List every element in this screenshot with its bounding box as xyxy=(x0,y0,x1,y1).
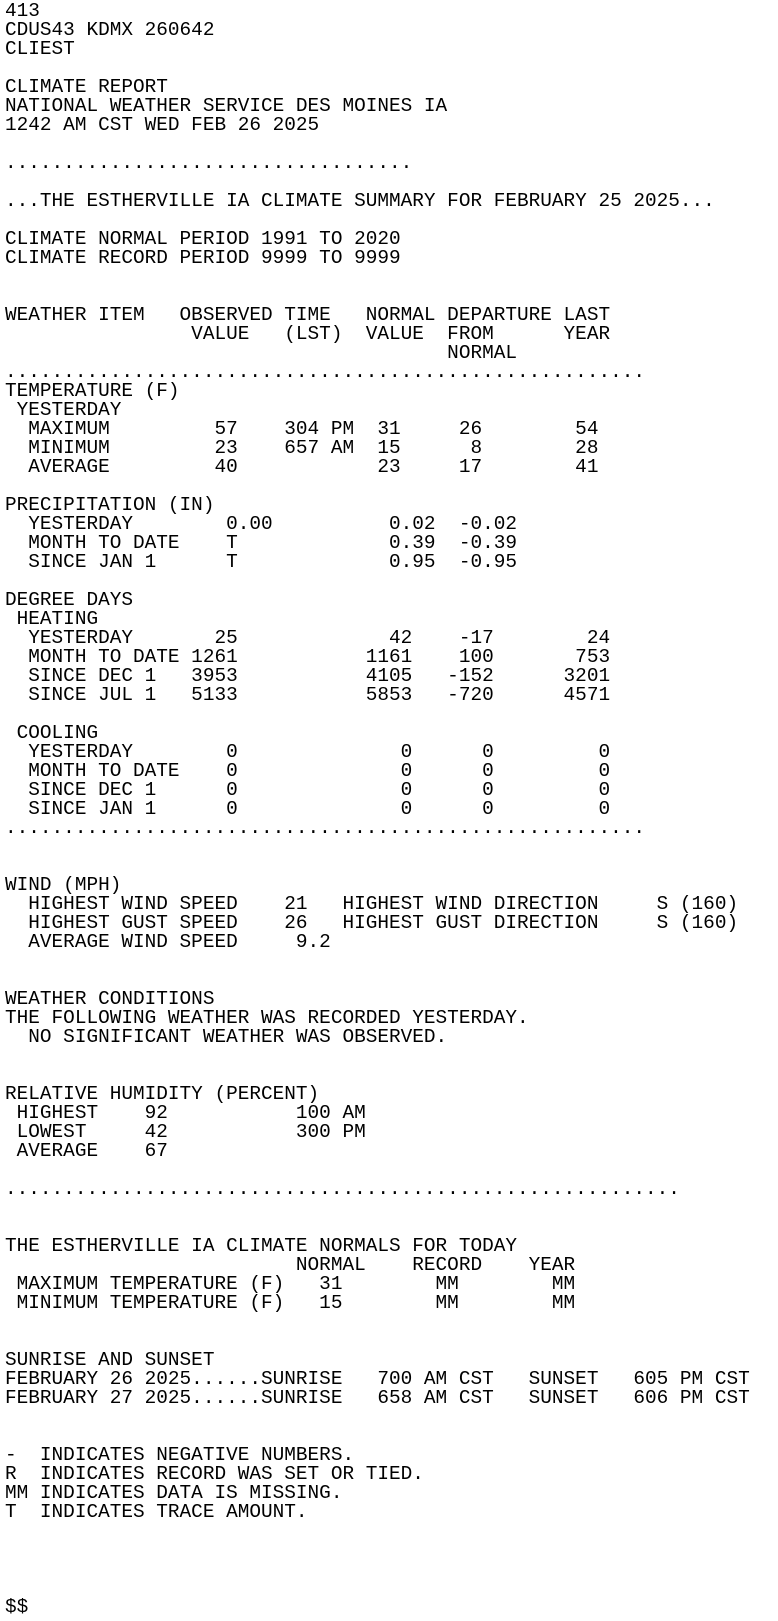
report-line: SINCE JUL 1 5133 5853 -720 4571 xyxy=(5,684,611,706)
report-line xyxy=(5,1047,778,1066)
report-line: WEATHER ITEM OBSERVED TIME NORMAL DEPARTURE LAST xyxy=(5,304,611,326)
report-line: LOWEST 42 300 PM xyxy=(5,1121,366,1143)
report-line: - INDICATES NEGATIVE NUMBERS. xyxy=(5,1444,355,1466)
report-line: ....................................................... xyxy=(5,817,645,839)
report-line: MINIMUM 23 657 AM 15 8 28 xyxy=(5,437,599,459)
report-line xyxy=(5,1408,778,1427)
report-line: AVERAGE 40 23 17 41 xyxy=(5,456,599,478)
report-line: COOLING xyxy=(5,722,99,744)
report-line: AVERAGE WIND SPEED 9.2 xyxy=(5,931,331,953)
report-line: AVERAGE 67 xyxy=(5,1140,168,1162)
report-line: SINCE DEC 1 0 0 0 0 xyxy=(5,779,611,801)
report-line: NATIONAL WEATHER SERVICE DES MOINES IA xyxy=(5,95,448,117)
report-line: 1242 AM CST WED FEB 26 2025 xyxy=(5,114,320,136)
report-line: NORMAL xyxy=(5,342,517,364)
report-line: DEGREE DAYS xyxy=(5,589,133,611)
report-line: MONTH TO DATE 0 0 0 0 xyxy=(5,760,611,782)
report-line: PRECIPITATION (IN) xyxy=(5,494,215,516)
report-line: FEBRUARY 27 2025......SUNRISE 658 AM CST SUNSET 606 PM CST xyxy=(5,1387,750,1409)
report-line xyxy=(5,1541,778,1560)
report-line: ....................................................... xyxy=(5,361,645,383)
report-line xyxy=(5,952,778,971)
report-line xyxy=(5,268,778,287)
report-line xyxy=(5,1560,778,1579)
report-line: CLIMATE REPORT xyxy=(5,76,168,98)
report-line: HIGHEST 92 100 AM xyxy=(5,1102,366,1124)
report-line: SINCE DEC 1 3953 4105 -152 3201 xyxy=(5,665,611,687)
report-line: FEBRUARY 26 2025......SUNRISE 700 AM CST SUNSET 605 PM CST xyxy=(5,1368,750,1390)
report-line: THE ESTHERVILLE IA CLIMATE NORMALS FOR TODAY xyxy=(5,1235,517,1257)
report-line: TEMPERATURE (F) xyxy=(5,380,180,402)
report-line: SUNRISE AND SUNSET xyxy=(5,1349,215,1371)
report-line: SINCE JAN 1 0 0 0 0 xyxy=(5,798,611,820)
report-line xyxy=(5,838,778,857)
report-line xyxy=(5,705,778,724)
report-line: 413 xyxy=(5,0,40,22)
report-line: T INDICATES TRACE AMOUNT. xyxy=(5,1501,308,1523)
report-line: CLIEST xyxy=(5,38,75,60)
report-line: CDUS43 KDMX 260642 xyxy=(5,19,215,41)
report-line: YESTERDAY xyxy=(5,399,122,421)
report-line: MONTH TO DATE 1261 1161 100 753 xyxy=(5,646,611,668)
report-line: MM INDICATES DATA IS MISSING. xyxy=(5,1482,343,1504)
report-line: R INDICATES RECORD WAS SET OR TIED. xyxy=(5,1463,424,1485)
report-line: YESTERDAY 0.00 0.02 -0.02 xyxy=(5,513,517,535)
report-line: YESTERDAY 0 0 0 0 xyxy=(5,741,611,763)
report-line: MAXIMUM TEMPERATURE (F) 31 MM MM xyxy=(5,1273,576,1295)
report-line xyxy=(5,1199,778,1218)
report-line: NO SIGNIFICANT WEATHER WAS OBSERVED. xyxy=(5,1026,448,1048)
report-line: ................................... xyxy=(5,152,413,174)
report-line: $$ xyxy=(5,1596,29,1617)
report-line: THE FOLLOWING WEATHER WAS RECORDED YESTERDAY. xyxy=(5,1007,529,1029)
report-line: .......................................................... xyxy=(5,1178,680,1200)
report-line: NORMAL RECORD YEAR xyxy=(5,1254,576,1276)
report-line: SINCE JAN 1 T 0.95 -0.95 xyxy=(5,551,517,573)
report-line: WEATHER CONDITIONS xyxy=(5,988,215,1010)
report-line: WIND (MPH) xyxy=(5,874,122,896)
report-line: MAXIMUM 57 304 PM 31 26 54 xyxy=(5,418,599,440)
report-line: HEATING xyxy=(5,608,99,630)
report-line: MONTH TO DATE T 0.39 -0.39 xyxy=(5,532,517,554)
report-line: RELATIVE HUMIDITY (PERCENT) xyxy=(5,1083,320,1105)
report-line: HIGHEST GUST SPEED 26 HIGHEST GUST DIRECTION S (160) xyxy=(5,912,739,934)
report-line: CLIMATE RECORD PERIOD 9999 TO 9999 xyxy=(5,247,401,269)
report-line xyxy=(5,1522,778,1541)
report-line: CLIMATE NORMAL PERIOD 1991 TO 2020 xyxy=(5,228,401,250)
report-line: ...THE ESTHERVILLE IA CLIMATE SUMMARY FOR FEBRUARY 25 2025... xyxy=(5,190,715,212)
report-line xyxy=(5,1579,778,1598)
report-line: MINIMUM TEMPERATURE (F) 15 MM MM xyxy=(5,1292,576,1314)
report-line xyxy=(5,1313,778,1332)
report-line: HIGHEST WIND SPEED 21 HIGHEST WIND DIRECTION S (160) xyxy=(5,893,739,915)
report-line: YESTERDAY 25 42 -17 24 xyxy=(5,627,611,649)
report-line: VALUE (LST) VALUE FROM YEAR xyxy=(5,323,611,345)
